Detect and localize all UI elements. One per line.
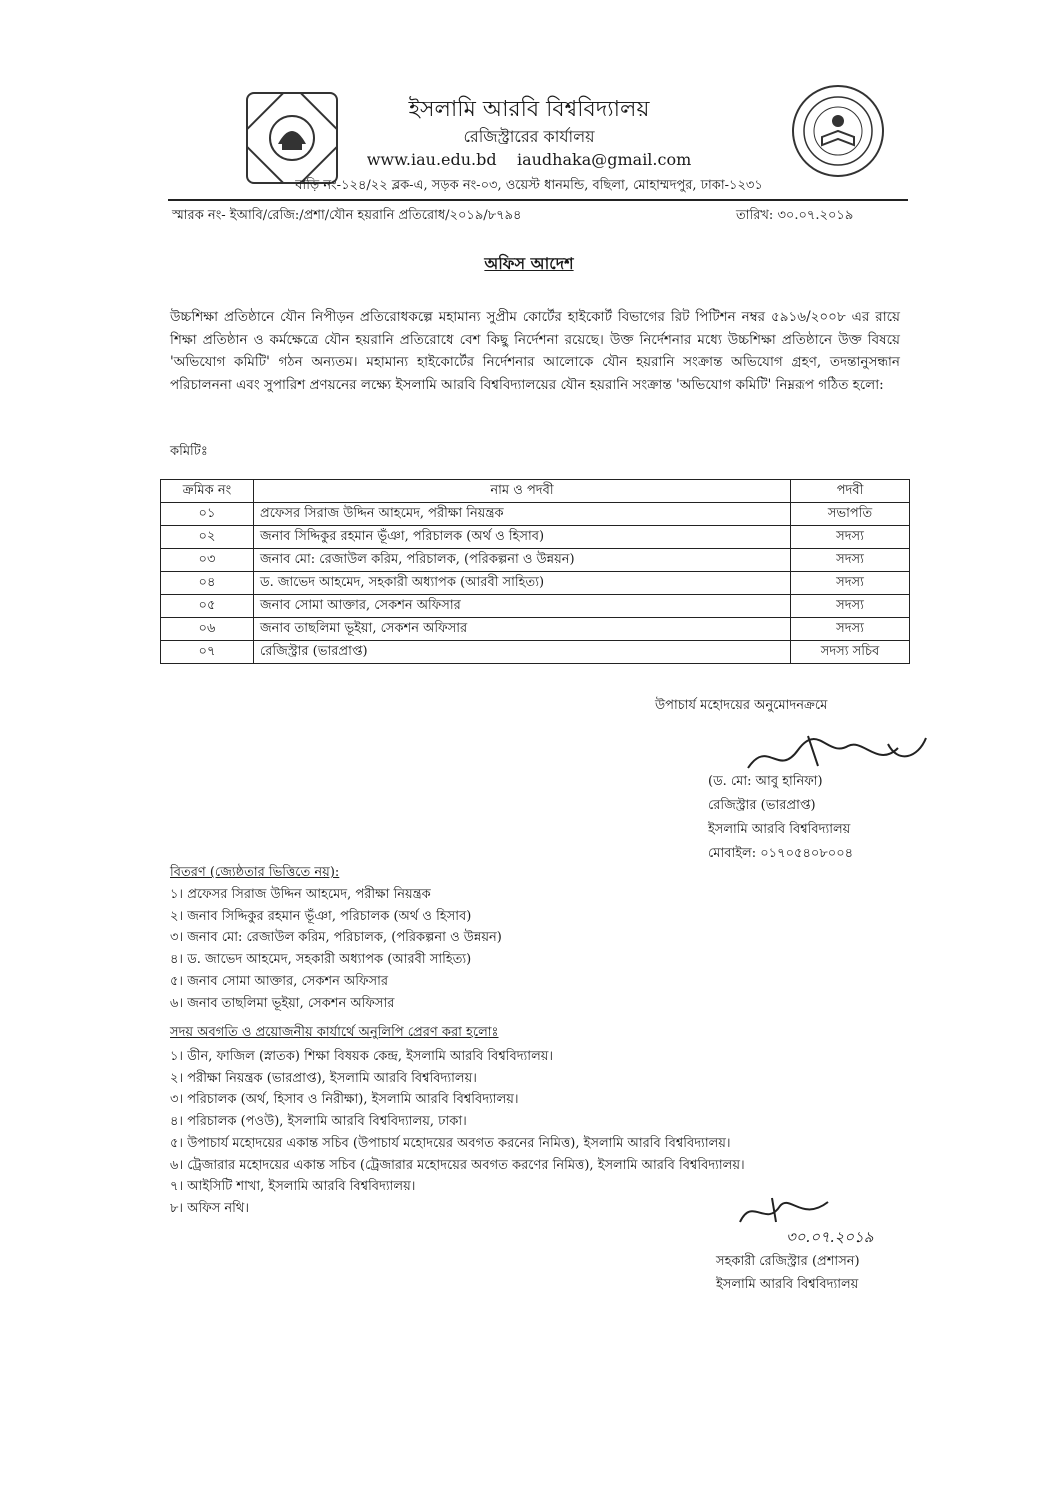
list-item: ৬। ট্রেজারার মহোদয়ের একান্ত সচিব (ট্রেজারার মহোদয়ের অবগত করণের নিমিত্ত), ইসলামি আরবি বিশ্ববিদ্যালয়। xyxy=(170,1157,745,1173)
header-divider xyxy=(168,199,908,201)
assistant-registrar-organization: ইসলামি আরবি বিশ্ববিদ্যালয় xyxy=(716,1277,859,1292)
col-role-header: পদবী xyxy=(791,480,910,503)
row-name: প্রফেসর সিরাজ উদ্দিন আহমেদ, পরীক্ষা নিয়ন্ত্রক xyxy=(254,503,791,526)
list-item: ১। ডীন, ফাজিল (স্নাতক) শিক্ষা বিষয়ক কেন্দ্র, ইসলামি আরবি বিশ্ববিদ্যালয়। xyxy=(170,1049,554,1064)
table-row xyxy=(161,618,910,641)
row-serial: ০৫ xyxy=(161,595,254,618)
table-header-row xyxy=(161,480,910,503)
university-seal-right xyxy=(792,85,884,177)
list-item: ৩। পরিচালক (অর্থ, হিসাব ও নিরীক্ষা), ইসলামি আরবি বিশ্ববিদ্যালয়। xyxy=(170,1092,519,1108)
office-name: রেজিস্ট্রারের কার্যালয় xyxy=(463,127,595,146)
row-role: সদস্য xyxy=(791,549,910,572)
row-name: জনাব সিদ্দিকুর রহমান ভূঁঞা, পরিচালক (অর্থ ও হিসাব) xyxy=(254,526,791,549)
row-name: ড. জাভেদ আহমেদ, সহকারী অধ্যাপক (আরবী সাহিত্য) xyxy=(254,572,791,595)
book-seal-icon xyxy=(794,87,882,175)
email-link[interactable]: iaudhaka@gmail.com xyxy=(516,150,692,169)
row-serial: ০৪ xyxy=(161,572,254,595)
list-item: ৬। জনাব তাছলিমা ভূইয়া, সেকশন অফিসার xyxy=(170,995,395,1011)
row-name: জনাব মো: রেজাউল করিম, পরিচালক, (পরিকল্পনা ও উন্নয়ন) xyxy=(254,549,791,572)
list-item: ২। পরীক্ষা নিয়ন্ত্রক (ভারপ্রাপ্ত), ইসলামি আরবি বিশ্ববিদ্যালয়। xyxy=(170,1070,477,1086)
address-line: বাড়ি নং-১২৪/২২ ব্লক-এ, সড়ক নং-০৩, ওয়েস্ট ধানমন্ডি, বছিলা, মোহাম্মদপুর, ঢাকা-১২৩১ xyxy=(295,178,763,193)
row-serial: ০২ xyxy=(161,526,254,549)
table-row xyxy=(161,572,910,595)
contact-line xyxy=(0,150,1058,169)
copy-heading: সদয় অবগতি ও প্রয়োজনীয় কার্যার্থে অনুলিপি প্রেরণ করা হলোঃ xyxy=(170,1025,499,1040)
signatory-designation: রেজিস্ট্রার (ভারপ্রাপ্ত) xyxy=(708,798,816,813)
list-item: ২। জনাব সিদ্দিকুর রহমান ভূঁঞা, পরিচালক (অর্থ ও হিসাব) xyxy=(170,908,472,924)
table-row xyxy=(161,503,910,526)
col-name-header: নাম ও পদবী xyxy=(254,480,791,503)
signatory-name: (ড. মো: আবু হানিফা) xyxy=(708,774,823,789)
handwritten-date: ৩০.০৭.২০১৯ xyxy=(786,1228,874,1246)
table-row xyxy=(161,595,910,618)
signatory-mobile: মোবাইল: ০১৭০৫৪০৮০০৪ xyxy=(708,846,854,861)
order-body-paragraph: উচ্চশিক্ষা প্রতিষ্ঠানে যৌন নিপীড়ন প্রতিরোধকল্পে মহামান্য সুপ্রীম কোর্টের হাইকোর্ট বিভাগের রিট পিটিশন নম্বর ৫৯১৬/২০০৮ এর রায়ে শিক্ষা প্রতিষ্ঠান ও কর্মক্ষেত্রে যৌন হয়রানি প্রতিরোধে বেশ কিছু নির্দেশনা রয়েছে। উক্ত নির্দেশনার মধ্যে উচ্চশিক্ষা প্রতিষ্ঠানে উক্ত বিষয়ে 'অভিযোগ কমিটি' গঠন অন্যতম। মহামান্য হাইকোর্টের নির্দেশনার আলোকে যৌন হয়রানি সংক্রান্ত অভিযোগ গ্রহণ, তদন্তানুসন্ধান পরিচালননা এবং সুপারিশ প্রণয়নের লক্ষ্যে ইসলামি আরবি বিশ্ববিদ্যালয়ের যৌন হয়রানি সংক্রান্ত 'অভিযোগ কমিটি' নিম্নরূপ গঠিত হলো: xyxy=(170,309,900,393)
distribution-list xyxy=(170,884,502,1014)
table-row xyxy=(161,526,910,549)
row-role: সদস্য xyxy=(791,595,910,618)
row-role: সভাপতি xyxy=(791,503,910,526)
memo-date: তারিখ: ৩০.০৭.২০১৯ xyxy=(736,208,854,223)
website-link[interactable]: www.iau.edu.bd xyxy=(366,150,497,169)
row-serial: ০১ xyxy=(161,503,254,526)
row-role: সদস্য xyxy=(791,526,910,549)
list-item: ৭। আইসিটি শাখা, ইসলামি আরবি বিশ্ববিদ্যালয়। xyxy=(170,1179,416,1195)
list-item: ৫। জনাব সোমা আক্তার, সেকশন অফিসার xyxy=(170,973,389,989)
row-serial: ০৩ xyxy=(161,549,254,572)
committee-label: কমিটিঃ xyxy=(170,444,208,459)
list-item: ৩। জনাব মো: রেজাউল করিম, পরিচালক, (পরিকল্পনা ও উন্নয়ন) xyxy=(170,930,502,946)
copy-list xyxy=(170,1046,745,1220)
row-role: সদস্য xyxy=(791,572,910,595)
table-row xyxy=(161,641,910,664)
distribution-heading: বিতরণ (জ্যেষ্ঠতার ভিত্তিতে নয়): xyxy=(170,865,340,880)
row-name: জনাব সোমা আক্তার, সেকশন অফিসার xyxy=(254,595,791,618)
list-item: ১। প্রফেসর সিরাজ উদ্দিন আহমেদ, পরীক্ষা নিয়ন্ত্রক xyxy=(170,887,431,902)
signatory-organization: ইসলামি আরবি বিশ্ববিদ্যালয় xyxy=(708,822,851,837)
university-name: ইসলামি আরবি বিশ্ববিদ্যালয় xyxy=(408,97,650,122)
row-role: সদস্য সচিব xyxy=(791,641,910,664)
list-item: ৪। পরিচালক (পওউ), ইসলামি আরবি বিশ্ববিদ্যালয়, ঢাকা। xyxy=(170,1114,467,1130)
col-serial-header: ক্রমিক নং xyxy=(161,480,254,503)
order-title xyxy=(0,251,1058,278)
approval-note: উপাচার্য মহোদয়ের অনুমোদনক্রমে xyxy=(655,698,828,713)
list-item: ৪। ড. জাভেদ আহমেদ, সহকারী অধ্যাপক (আরবী সাহিত্য) xyxy=(170,952,472,968)
list-item: ৮। অফিস নথি। xyxy=(170,1200,249,1216)
list-item: ৫। উপাচার্য মহোদয়ের একান্ত সচিব (উপাচার্য মহোদয়ের অবগত করনের নিমিত্ত), ইসলামি আরবি বিশ্ববিদ্যালয়। xyxy=(170,1135,731,1151)
order-title-text: অফিস আদেশ xyxy=(484,254,574,273)
row-serial: ০৬ xyxy=(161,618,254,641)
row-role: সদস্য xyxy=(791,618,910,641)
committee-table xyxy=(160,479,910,664)
row-name: জনাব তাছলিমা ভূইয়া, সেকশন অফিসার xyxy=(254,618,791,641)
table-row xyxy=(161,549,910,572)
row-serial: ০৭ xyxy=(161,641,254,664)
row-name: রেজিস্ট্রার (ভারপ্রাপ্ত) xyxy=(254,641,791,664)
memo-reference: স্মারক নং- ইআবি/রেজি:/প্রশা/যৌন হয়রানি প্রতিরোধ/২০১৯/৮৭৯৪ xyxy=(172,208,522,223)
assistant-registrar-designation: সহকারী রেজিস্ট্রার (প্রশাসন) xyxy=(716,1254,860,1269)
